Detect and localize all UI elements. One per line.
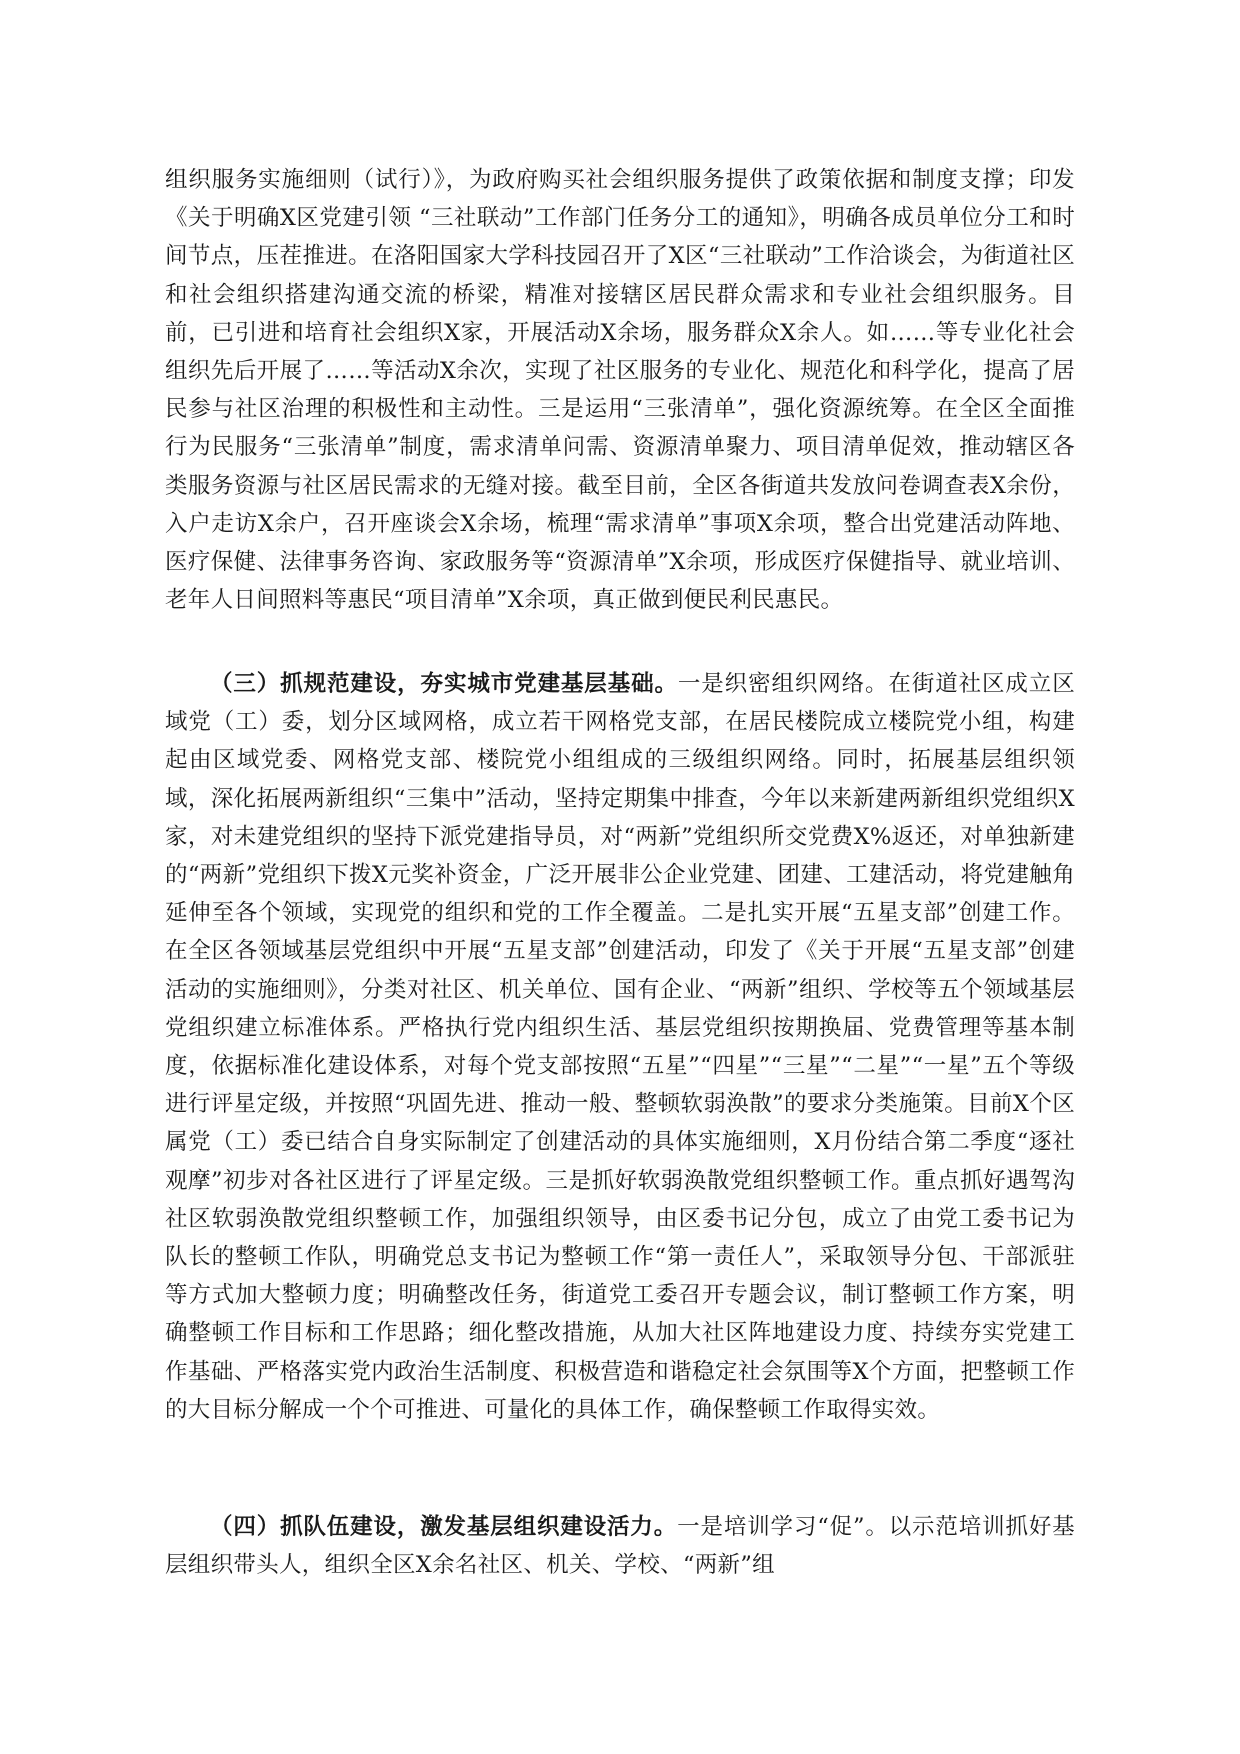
section-heading: （三）抓规范建设，夯实城市党建基层基础。 [210, 671, 678, 697]
paragraph-section-four [165, 1508, 1075, 1584]
section-heading: （四）抓队伍建设，激发基层组织建设活力。 [210, 1514, 678, 1540]
paragraph-body: 组织服务实施细则（试行）》，为政府购买社会组织服务提供了政策依据和制度支撑；印发《关于明确X区党建引领 “三社联动”工作部门任务分工的通知》，明确各成员单位分工和时间节点，压茬推进。在洛阳国家大学科技园召开了X区“三社联动”工作洽谈会，为街道社区和社会组织搭建沟通交流的桥梁，精准对接辖区居民群众需求和专业社会组织服务。目前，已引进和培育社会组织X家，开展活动X余场，服务群众X余人。如……等专业化社会组织先后开展了……等活动X余次，实现了社区服务的专业化、规范化和科学化，提高了居民参与社区治理的积极性和主动性。三是运用“三张清单”，强化资源统筹。在全区全面推行为民服务“三张清单”制度，需求清单问需、资源清单聚力、项目清单促效，推动辖区各类服务资源与社区居民需求的无缝对接。截至目前，全区各街道共发放问卷调查表X余份，入户走访X余户，召开座谈会X余场，梳理“需求清单”事项X余项，整合出党建活动阵地、医疗保健、法律事务咨询、家政服务等“资源清单”X余项，形成医疗保健指导、就业培训、老年人日间照料等惠民“项目清单”X余项，真正做到便民利民惠民。 [165, 167, 1075, 614]
paragraph-section-three [165, 665, 1075, 1429]
section-paragraph [165, 665, 1075, 1429]
section-body: 一是织密组织网络。在街道社区成立区域党（工）委，划分区域网格，成立若干网格党支部，在居民楼院成立楼院党小组，构建起由区域党委、网格党支部、楼院党小组组成的三级组织网络。同时，拓展基层组织领域，深化拓展两新组织“三集中”活动，坚持定期集中排查，今年以来新建两新组织党组织X家，对未建党组织的坚持下派党建指导员，对“两新”党组织所交党费X%返还，对单独新建的“两新”党组织下拨X元奖补资金，广泛开展非公企业党建、团建、工建活动，将党建触角延伸至各个领域，实现党的组织和党的工作全覆盖。二是扎实开展“五星支部”创建工作。在全区各领域基层党组织中开展“五星支部”创建活动，印发了《关于开展“五星支部”创建活动的实施细则》，分类对社区、机关单位、国有企业、“两新”组织、学校等五个领域基层党组织建立标准体系。严格执行党内组织生活、基层党组织按期换届、党费管理等基本制度，依据标准化建设体系，对每个党支部按照“五星”“四星”“三星”“二星”“一星”五个等级进行评星定级，并按照“巩固先进、推动一般、整顿软弱涣散”的要求分类施策。目前X个区属党（工）委已结合自身实际制定了创建活动的具体实施细则，X月份结合第二季度“逐社观摩”初步对各社区进行了评星定级。三是抓好软弱涣散党组织整顿工作。重点抓好遇驾沟社区软弱涣散党组织整顿工作，加强组织领导，由区委书记分包，成立了由党工委书记为队长的整顿工作队，明确党总支书记为整顿工作“第一责任人”，采取领导分包、干部派驻等方式加大整顿力度；明确整改任务，街道党工委召开专题会议，制订整顿工作方案，明确整顿工作目标和工作思路；细化整改措施，从加大社区阵地建设力度、持续夯实党建工作基础、严格落实党内政治生活制度、积极营造和谐稳定社会氛围等X个方面，把整顿工作的大目标分解成一个个可推进、可量化的具体工作，确保整顿工作取得实效。 [165, 671, 1075, 1423]
section-paragraph [165, 1508, 1075, 1584]
section-body: 一是培训学习“促”。以示范培训抓好基层组织带头人，组织全区X余名社区、机关、学校、“两新”组 [165, 1514, 1075, 1579]
paragraph-continued [165, 161, 1075, 619]
